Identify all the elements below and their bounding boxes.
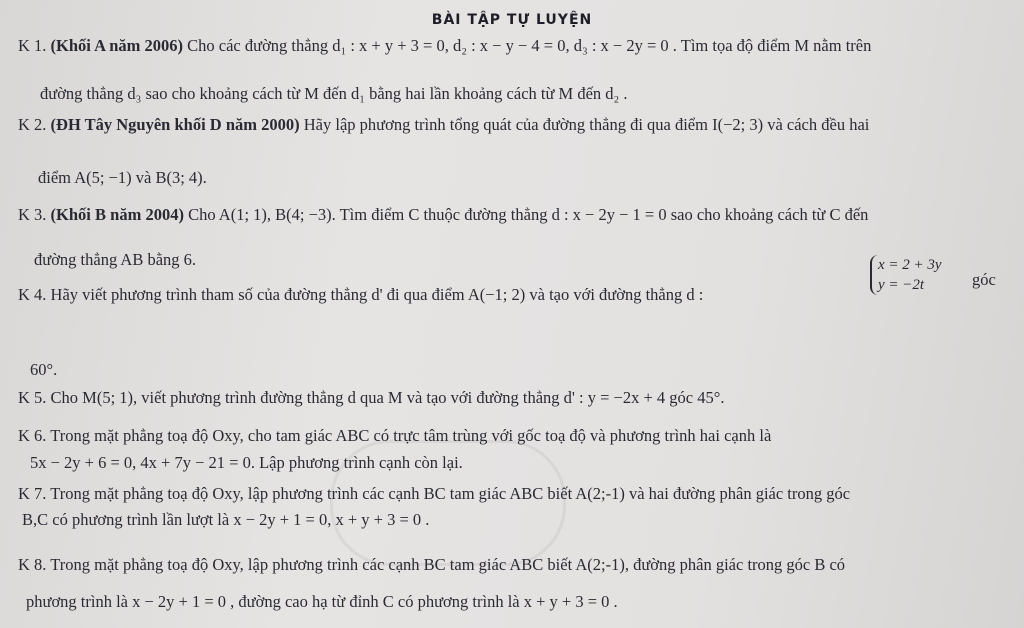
exercise-text: điểm A(5; −1) và B(3; 4).	[38, 168, 207, 187]
exercise-text: Trong mặt phẳng toạ độ Oxy, lập phương trình các cạnh BC tam giác ABC biết A(2;-1), đường phân giác trong góc B có	[50, 555, 846, 574]
exercise-text: 60°.	[30, 360, 58, 379]
exercise-k2-line2	[38, 168, 207, 188]
exercise-k4-tail: góc	[972, 270, 996, 289]
parametric-system	[870, 255, 942, 295]
exercise-label: K 1.	[18, 36, 47, 55]
exercise-source: (Khối A năm 2006)	[50, 36, 184, 55]
exercise-text: 5x − 2y + 6 = 0, 4x + 7y − 21 = 0. Lập phương trình cạnh còn lại.	[30, 453, 463, 472]
exercise-k5-line1	[18, 388, 724, 408]
exercise-k8-line1	[18, 555, 845, 575]
exercise-label: K 5.	[18, 388, 47, 407]
exercise-k6-line1	[18, 426, 771, 446]
exercise-text: Trong mặt phẳng toạ độ Oxy, cho tam giác ABC có trực tâm trùng với gốc toạ độ và phương trình hai cạnh là	[50, 426, 772, 445]
exercise-k2-line1	[18, 115, 869, 135]
exercise-k7-line2	[22, 510, 429, 530]
exercise-label: K 8.	[18, 555, 47, 574]
exercise-k3-line1	[18, 205, 868, 225]
exercise-k6-line2	[30, 453, 463, 473]
exercise-k4-line2	[30, 360, 57, 380]
exercise-k1-line2	[40, 84, 628, 104]
exercise-k7-line1	[18, 484, 850, 504]
exercise-k3-line2	[34, 250, 196, 270]
exercise-text: Cho các đường thẳng d₁ : x + y + 3 = 0, d₂ : x − y − 4 = 0, d₃ : x − 2y = 0 . Tìm tọa độ điểm M nằm trên	[187, 36, 872, 55]
exercise-text: Cho A(1; 1), B(4; −3). Tìm điểm C thuộc đường thẳng d : x − 2y − 1 = 0 sao cho khoảng cách từ C đến	[188, 205, 869, 224]
system-eq-2: y = −2t	[878, 277, 925, 293]
exercise-label: K 4.	[18, 285, 47, 304]
worksheet-title: BÀI TẬP TỰ LUYỆN	[431, 12, 593, 28]
exercise-text: Hãy viết phương trình tham số của đường thẳng d' đi qua điểm A(−1; 2) và tạo với đường thẳng d :	[50, 285, 704, 304]
exercise-text: Hãy lập phương trình tổng quát của đường thẳng đi qua điểm I(−2; 3) và cách đều hai	[303, 115, 870, 134]
exercise-source: (ĐH Tây Nguyên khối D năm 2000)	[50, 115, 300, 134]
system-eq-1: x = 2 + 3y	[878, 257, 942, 273]
exercise-k1-line1	[18, 36, 871, 56]
exercise-label: K 6.	[18, 426, 47, 445]
exercise-source: (Khối B năm 2004)	[50, 205, 184, 224]
exercise-k4-line1	[18, 285, 703, 305]
exercise-label: K 3.	[18, 205, 47, 224]
exercise-k8-line2	[26, 592, 618, 612]
exercise-text: đường thẳng AB bằng 6.	[34, 250, 197, 269]
exercise-label: K 7.	[18, 484, 47, 503]
exercise-label: K 2.	[18, 115, 47, 134]
exercise-text: B,C có phương trình lần lượt là x − 2y + 1 = 0, x + y + 3 = 0 .	[22, 510, 430, 529]
exercise-text: đường thẳng d₃ sao cho khoảng cách từ M đến d₁ bằng hai lần khoảng cách từ M đến d₂ .	[40, 84, 628, 103]
exercise-text: Trong mặt phẳng toạ độ Oxy, lập phương trình các cạnh BC tam giác ABC biết A(2;-1) và hai đường phân giác trong góc	[50, 484, 851, 503]
exercise-text: Cho M(5; 1), viết phương trình đường thẳng d qua M và tạo với đường thẳng d' : y = −2x + 4 góc 45°.	[50, 388, 725, 407]
exercise-text: phương trình là x − 2y + 1 = 0 , đường cao hạ từ đỉnh C có phương trình là x + y + 3 = 0 .	[26, 592, 618, 611]
